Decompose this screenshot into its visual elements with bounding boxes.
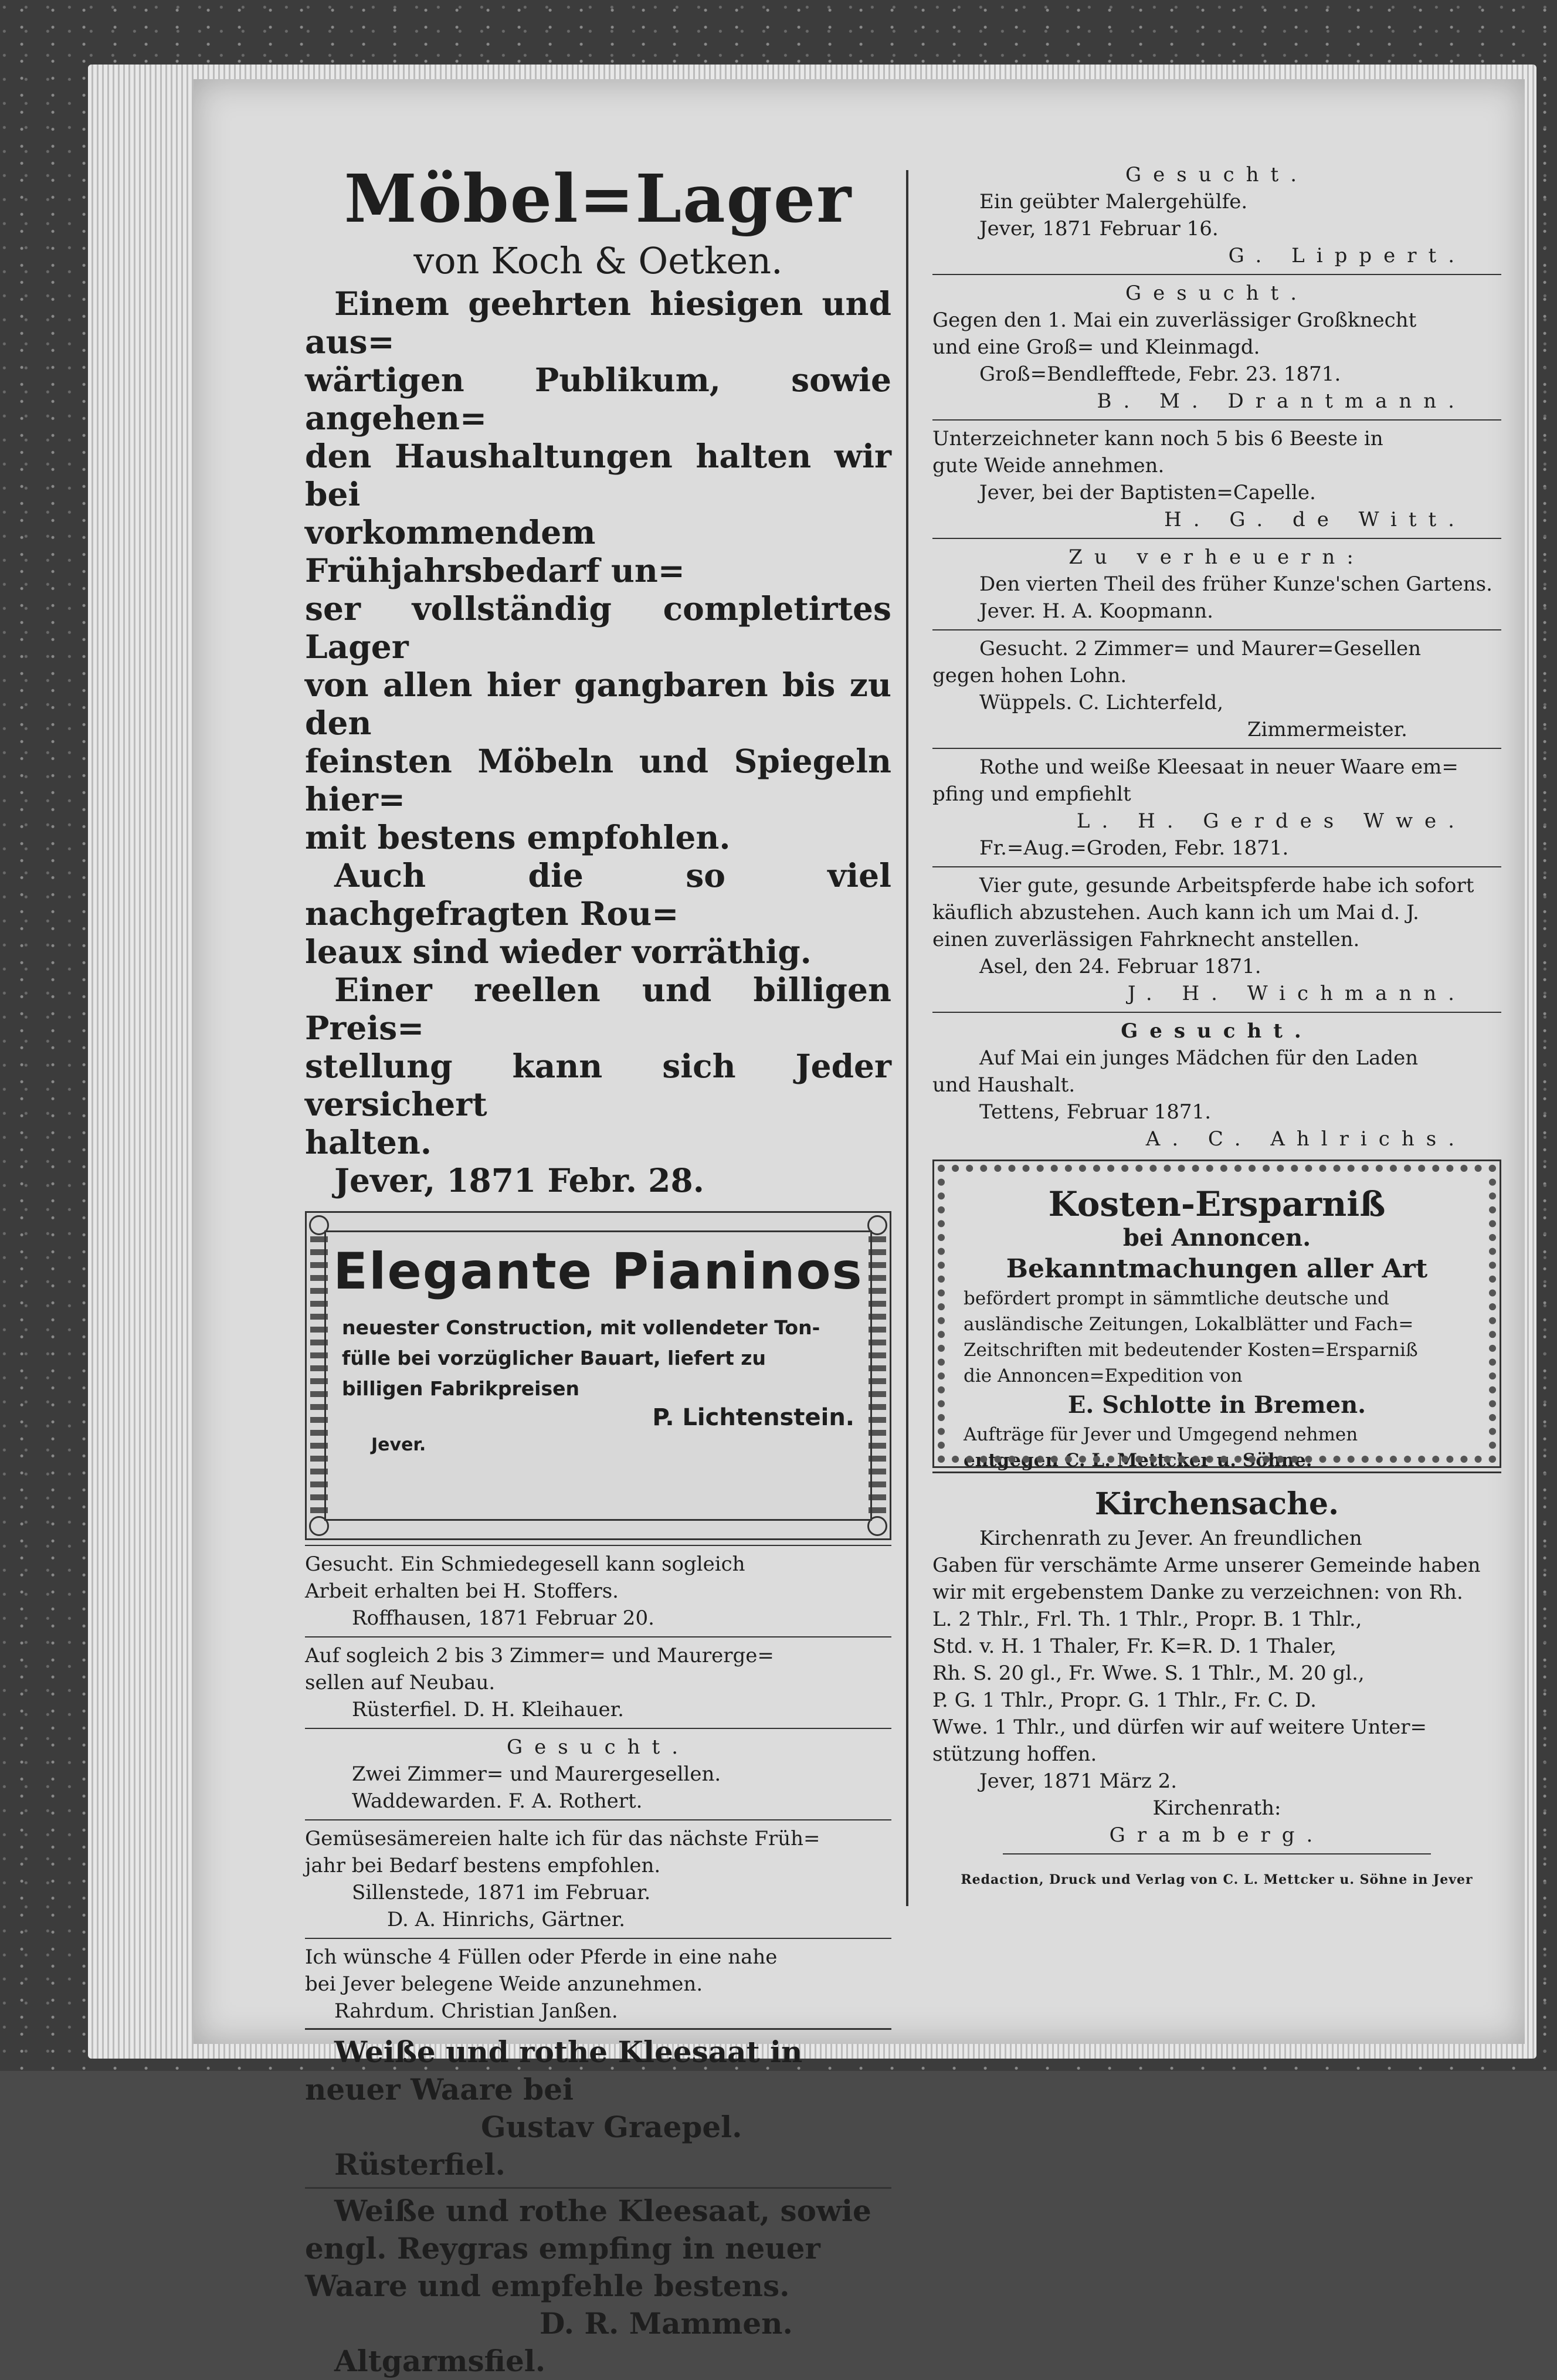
ad-line: Groß=Bendlefftede, Febr. 23. 1871. <box>979 362 1341 386</box>
divider <box>932 748 1501 749</box>
moebel-line: leaux sind wieder vorräthig. <box>305 933 812 971</box>
divider <box>932 629 1501 630</box>
ad-line: gegen hohen Lohn. <box>932 664 1127 687</box>
ad-line: Tettens, Februar 1871. <box>979 1100 1212 1124</box>
ad-line: Gesucht. <box>1125 163 1309 187</box>
ad-line: G. Lippert. <box>1228 244 1466 267</box>
ad-line: Den vierten Theil des früher Kunze'schen Gartens. <box>979 572 1492 596</box>
kirche-line: L. 2 Thlr., Frl. Th. 1 Thlr., Propr. B. 1 Thlr., <box>932 1608 1362 1631</box>
moebel-line: wärtigen Publikum, sowie angehen= <box>305 361 891 437</box>
ad-line: Gesucht. <box>506 1735 690 1759</box>
kirche-line: Rh. S. 20 gl., Fr. Wwe. S. 1 Thlr., M. 20 gl., <box>932 1662 1365 1685</box>
moebel-line: den Haushaltungen halten wir bei <box>305 437 891 513</box>
column-divider <box>906 170 908 1906</box>
divider <box>305 1728 891 1729</box>
classified-ad <box>305 1642 891 1723</box>
divider <box>932 1012 1501 1013</box>
ad-line: und eine Groß= und Kleinmagd. <box>932 335 1260 359</box>
piano-place: Jever. <box>371 1435 426 1455</box>
ad-line: Zu verheuern: <box>1068 545 1365 569</box>
klee-name: Gustav Graepel. <box>481 2110 742 2144</box>
dotted-border <box>938 1165 1496 1463</box>
kleesaat-ad-graepel <box>305 2033 891 2184</box>
ad-line: käuflich abzustehen. Auch kann ich um Mai d. J. <box>932 901 1419 924</box>
piano-title: Elegante Pianinos <box>333 1242 863 1301</box>
divider <box>305 1545 891 1546</box>
kosten-closing: entgegen C. L. Mettcker u. Söhne. <box>964 1450 1312 1471</box>
kosten-line: ausländische Zeitungen, Lokalblätter und Fach= <box>964 1314 1414 1335</box>
corner-ornament <box>309 1516 329 1536</box>
ad-line: Auf Mai ein junges Mädchen für den Laden <box>979 1046 1419 1070</box>
ad-line: Rahrdum. Christian Janßen. <box>334 1999 618 2023</box>
klee-line: engl. Reygras empfing in neuer <box>305 2231 820 2266</box>
ad-line: Ein geübter Malergehülfe. <box>979 190 1248 213</box>
divider <box>305 1938 891 1939</box>
klee-line: Waare und empfehle bestens. <box>305 2269 790 2303</box>
ad-line: Gegen den 1. Mai ein zuverlässiger Großknecht <box>932 308 1417 332</box>
piano-line: billigen Fabrikpreisen <box>342 1377 579 1400</box>
kosten-sub: bei Annoncen. <box>1122 1224 1311 1252</box>
kosten-line: befördert prompt in sämmtliche deutsche und <box>964 1288 1389 1309</box>
kosten-closing: Aufträge für Jever und Umgegend nehmen <box>964 1424 1358 1445</box>
ad-line: Jever, 1871 Februar 16. <box>979 217 1219 240</box>
kirche-line: wir mit ergebenstem Danke zu verzeichnen: von Rh. <box>932 1581 1463 1604</box>
klee-line: Weiße und rothe Kleesaat in <box>334 2035 803 2069</box>
piano-line: fülle bei vorzüglicher Bauart, liefert zu <box>342 1347 766 1369</box>
kleesaat-ad-mammen <box>305 2192 891 2380</box>
corner-ornament <box>309 1215 329 1235</box>
classified-ad <box>305 1734 891 1815</box>
moebel-line: ser vollständig completirtes Lager <box>305 589 891 666</box>
vine-ornament <box>869 1236 886 1515</box>
ad-line: bei Jever belegene Weide anzunehmen. <box>305 1972 703 1996</box>
klee-place: Altgarmsfiel. <box>334 2344 546 2378</box>
ad-line: Asel, den 24. Februar 1871. <box>979 955 1261 978</box>
ad-line: Rüsterfiel. D. H. Kleihauer. <box>352 1698 624 1721</box>
ad-line: Rothe und weiße Kleesaat in neuer Waare em= <box>979 755 1458 779</box>
kirche-line: Wwe. 1 Thlr., und dürfen wir auf weitere Unter= <box>932 1716 1427 1739</box>
moebel-line: feinsten Möbeln und Spiegeln hier= <box>305 742 891 818</box>
ad-line: Waddewarden. F. A. Rothert. <box>352 1789 643 1813</box>
kirche-sign: Gramberg. <box>1109 1823 1325 1847</box>
ad-line: A. C. Ahlrichs. <box>1145 1127 1466 1151</box>
classified-ad <box>932 754 1501 862</box>
ad-line: Arbeit erhalten bei H. Stoffers. <box>305 1579 619 1603</box>
divider <box>932 274 1501 275</box>
ad-line: Ich wünsche 4 Füllen oder Pferde in eine nahe <box>305 1945 778 1969</box>
moebel-dateline: Jever, 1871 Febr. 28. <box>334 1161 704 1199</box>
classified-ad <box>932 635 1501 743</box>
classified-ad <box>305 1944 891 2025</box>
divider <box>932 419 1501 421</box>
ad-line: und Haushalt. <box>932 1073 1076 1097</box>
divider <box>1003 1853 1431 1854</box>
divider <box>932 538 1501 539</box>
moebel-line: Einem geehrten hiesigen und aus= <box>305 284 891 361</box>
moebel-line: Auch die so viel nachgefragten Rou= <box>305 856 891 933</box>
ad-line: Gesucht. <box>1125 282 1309 305</box>
ad-line: Gesucht. <box>1121 1019 1313 1043</box>
moebel-firm: von Koch & Oetken. <box>413 239 783 282</box>
klee-line: neuer Waare bei <box>305 2072 574 2107</box>
divider <box>305 2187 891 2189</box>
ad-line: sellen auf Neubau. <box>305 1671 496 1694</box>
kirche-body <box>932 1525 1501 1849</box>
ad-line: Vier gute, gesunde Arbeitspferde habe ich sofort <box>979 874 1474 897</box>
kirchensache <box>932 1484 1501 1849</box>
ad-line: einen zuverlässigen Fahrknecht anstellen. <box>932 928 1360 951</box>
ad-line: B. M. Drantmann. <box>1097 389 1466 413</box>
ad-line: jahr bei Bedarf bestens empfohlen. <box>305 1854 661 1877</box>
kirche-sign: Kirchenrath: <box>1152 1796 1281 1820</box>
ad-line: Zimmermeister. <box>1247 718 1407 741</box>
ad-line: Gesucht. Ein Schmiedegesell kann sogleich <box>305 1552 745 1576</box>
left-column <box>305 161 891 2380</box>
moebel-line: mit bestens empfohlen. <box>305 818 731 856</box>
vine-ornament <box>310 1236 328 1515</box>
ad-line: Roffhausen, 1871 Februar 20. <box>352 1606 654 1630</box>
moebel-line: Einer reellen und billigen Preis= <box>305 971 891 1047</box>
ad-line: Wüppels. C. Lichterfeld, <box>979 691 1224 714</box>
ad-line: D. A. Hinrichs, Gärtner. <box>387 1908 626 1931</box>
klee-line: Weiße und rothe Kleesaat, sowie <box>334 2193 871 2228</box>
classified-ad <box>932 872 1501 1007</box>
divider <box>932 866 1501 867</box>
ad-line: Jever. H. A. Koopmann. <box>979 599 1213 623</box>
divider <box>305 1819 891 1820</box>
kirche-line: stützung hoffen. <box>932 1742 1097 1766</box>
imprint-footer: Redaction, Druck und Verlag von C. L. Mettcker u. Söhne in Jever <box>961 1872 1473 1887</box>
ad-line: gute Weide annehmen. <box>932 454 1165 477</box>
kirche-line: Kirchenrath zu Jever. An freundlichen <box>979 1527 1362 1550</box>
moebel-line: halten. <box>305 1123 432 1161</box>
corner-ornament <box>867 1215 887 1235</box>
kirche-line: Gaben für verschämte Arme unserer Gemeinde haben <box>932 1554 1481 1577</box>
newspaper-page <box>194 79 1525 2378</box>
kirche-line: P. G. 1 Thlr., Propr. G. 1 Thlr., Fr. C. D. <box>932 1689 1317 1712</box>
ad-line: H. G. de Witt. <box>1164 508 1466 531</box>
right-column <box>932 161 1501 1887</box>
classified-ad <box>932 161 1501 269</box>
ad-line: Gemüsesämereien halte ich für das nächste Früh= <box>305 1827 820 1850</box>
klee-name: D. R. Mammen. <box>540 2306 793 2341</box>
kosten-firm: E. Schlotte in Bremen. <box>1067 1391 1366 1419</box>
ad-line: pfing und empfiehlt <box>932 782 1131 806</box>
kosten-title: Kosten-Ersparniß <box>1048 1184 1386 1224</box>
kosten-sub2: Bekanntmachungen aller Art <box>1006 1254 1428 1284</box>
piano-sign: P. Lichtenstein. <box>652 1404 854 1431</box>
kosten-ersparnis-ad <box>932 1160 1501 1471</box>
ad-line: Unterzeichneter kann noch 5 bis 6 Beeste in <box>932 427 1383 450</box>
ad-line: Zwei Zimmer= und Maurergesellen. <box>352 1762 721 1786</box>
classified-ad <box>932 544 1501 625</box>
kosten-line: Zeitschriften mit bedeutender Kosten=Ersparniß <box>964 1340 1418 1361</box>
moebel-title: Möbel=Lager <box>344 161 853 238</box>
ad-line: J. H. Wichmann. <box>1127 982 1466 1005</box>
classified-ad <box>932 1018 1501 1152</box>
classified-ad <box>932 425 1501 533</box>
piano-frame <box>324 1230 872 1521</box>
kirche-line: Std. v. H. 1 Thaler, Fr. K=R. D. 1 Thaler, <box>932 1635 1336 1658</box>
ad-line: Auf sogleich 2 bis 3 Zimmer= und Maurerge= <box>305 1644 774 1667</box>
divider <box>305 2028 891 2030</box>
piano-ad <box>305 1211 891 1540</box>
divider <box>305 1636 891 1637</box>
kosten-line: die Annoncen=Expedition von <box>964 1365 1243 1386</box>
kirche-title: Kirchensache. <box>1094 1486 1339 1522</box>
moebel-ad <box>305 161 891 1199</box>
classified-ad <box>932 280 1501 415</box>
ad-line: Gesucht. 2 Zimmer= und Maurer=Gesellen <box>979 637 1422 660</box>
ad-line: Sillenstede, 1871 im Februar. <box>352 1881 651 1904</box>
corner-ornament <box>867 1516 887 1536</box>
klee-place: Rüsterfiel. <box>334 2147 506 2182</box>
classified-ad <box>305 1825 891 1933</box>
kirche-date: Jever, 1871 März 2. <box>979 1769 1178 1793</box>
ad-line: Jever, bei der Baptisten=Capelle. <box>979 481 1316 504</box>
moebel-line: von allen hier gangbaren bis zu den <box>305 666 891 742</box>
moebel-line: vorkommendem Frühjahrsbedarf un= <box>305 513 685 589</box>
classified-ad <box>305 1551 891 1632</box>
moebel-line: stellung kann sich Jeder versichert <box>305 1047 891 1123</box>
piano-line: neuester Construction, mit vollendeter Ton- <box>342 1316 820 1339</box>
ad-line: L. H. Gerdes Wwe. <box>1076 809 1466 833</box>
ad-line: Fr.=Aug.=Groden, Febr. 1871. <box>979 836 1289 860</box>
